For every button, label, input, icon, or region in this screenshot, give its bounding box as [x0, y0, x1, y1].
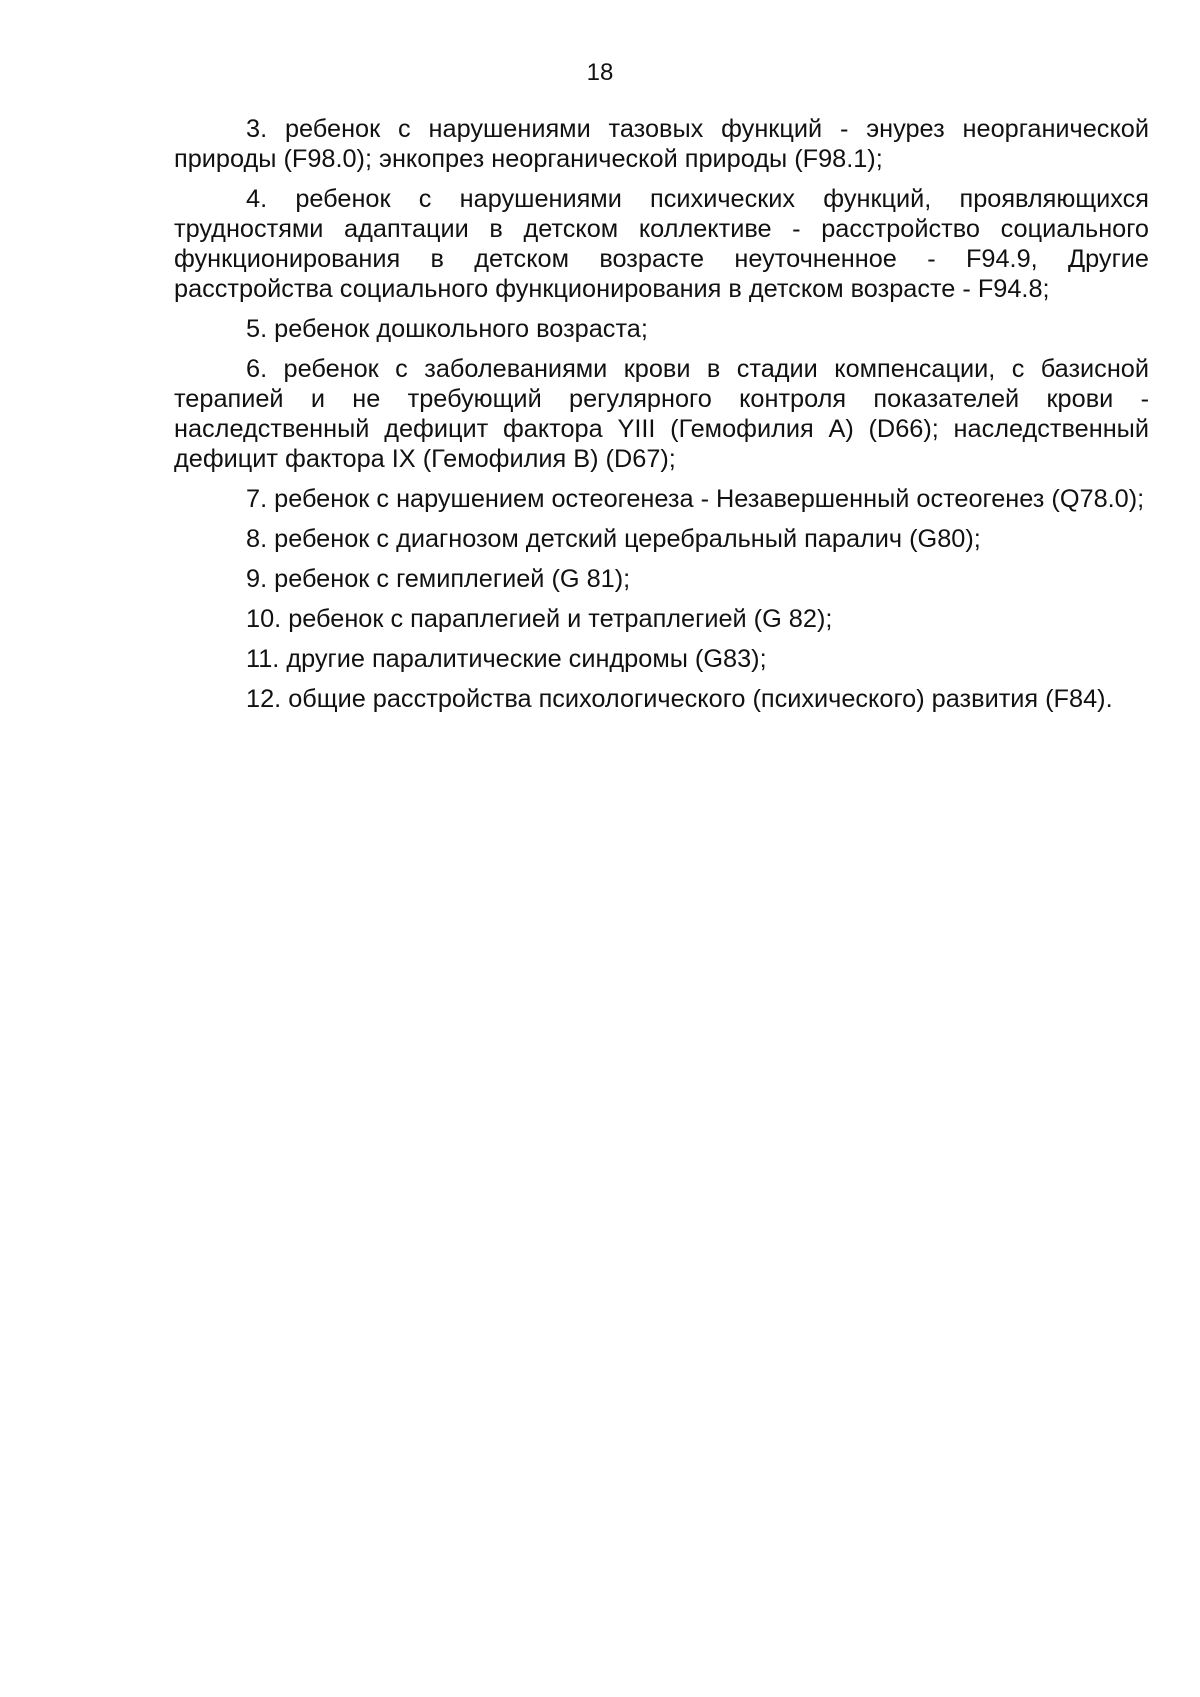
list-item-10: 10. ребенок с параплегией и тетраплегией (G 82);	[246, 605, 833, 633]
list-item-12: 12. общие расстройства психологического (психического) развития (F84).	[246, 685, 1113, 713]
list-body	[174, 114, 1149, 724]
list-item-6: 6. ребенок с заболеваниями крови в стадии компенсации, с базисной терапией и не требующий регулярного контроля показателей крови - наследственный дефицит фактора YIII (Гемофилия А) (D66); наследственный дефицит фактора IX (Гемофилия В) (D67);	[174, 355, 1149, 473]
list-item-4: 4. ребенок с нарушениями психических функций, проявляющихся трудностями адаптации в детском коллективе - расстройство социального функционирования в детском возрасте неуточненное - F94.9, Другие расстройства социального функционирования в детском возрасте - F94.8;	[174, 185, 1149, 303]
list-item-11: 11. другие паралитические синдромы (G83);	[246, 645, 767, 673]
page-number: 18	[586, 59, 614, 86]
list-item-9: 9. ребенок с гемиплегией (G 81);	[246, 565, 631, 593]
list-item-5: 5. ребенок дошкольного возраста;	[246, 315, 648, 343]
list-item-7: 7. ребенок с нарушением остеогенеза - Незавершенный остеогенез (Q78.0);	[246, 485, 1145, 513]
list-item-3: 3. ребенок с нарушениями тазовых функций - энурез неорганической природы (F98.0); энкопрез неорганической природы (F98.1);	[174, 115, 1149, 173]
list-item-8: 8. ребенок с диагнозом детский церебральный паралич (G80);	[246, 525, 981, 553]
